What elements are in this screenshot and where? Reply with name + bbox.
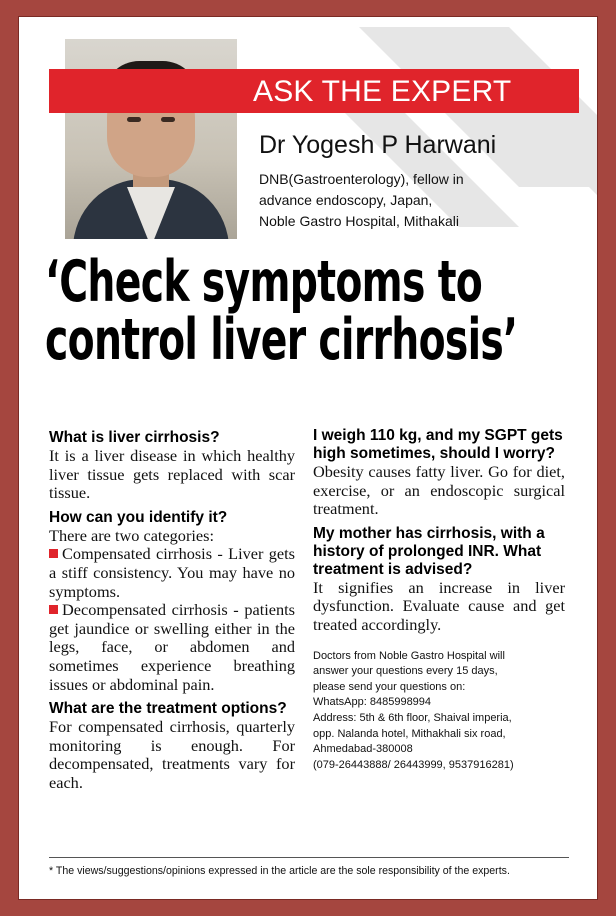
answer-what-is-cirrhosis: It is a liver disease in which healthy liver tissue gets replaced with scar tissue. — [49, 446, 295, 503]
question-identify: How can you identify it? — [49, 508, 228, 526]
answer-identify-bullet-2: Decompensated cirrhosis - patients get jaundice or swelling either in the legs, face, or abdomen and sometimes experience breathing issues or abdominal pain. — [49, 600, 295, 694]
headline — [45, 249, 518, 373]
disclaimer-footer: * The views/suggestions/opinions expressed in the article are the sole responsibility of the experts. — [49, 865, 510, 877]
question-mother-cirrhosis: My mother has cirrhosis, with a history of prolonged INR. What treatment is advised? — [313, 524, 545, 578]
answer-mother-cirrhosis: It signifies an increase in liver dysfunction. Evaluate cause and get treated accordingly. — [313, 577, 565, 634]
contact-info: Doctors from Noble Gastro Hospital will answer your questions every 15 days, please send your questions on: WhatsApp: 8485998994 Address: 5th & 6th floor, Shaival imperia, opp. Nalanda hotel, Mithakhali six road, Ahmedabad-380008 (079-26443888/ 26443999, 9537916281) — [313, 649, 514, 771]
answer-identify-bullet-1: Compensated cirrhosis - Liver gets a stiff consistency. You may have no symptoms. — [49, 544, 295, 601]
footer-divider — [49, 857, 569, 858]
newspaper-clipping — [18, 16, 598, 900]
answer-identify-intro: There are two categories: — [49, 525, 214, 545]
headline-line-2: control liver cirrhosis’ — [45, 307, 518, 373]
question-treatment-options: What are the treatment options? — [49, 700, 287, 718]
left-column — [49, 429, 295, 793]
question-weight-sgpt: I weigh 110 kg, and my SGPT gets high sometimes, should I worry? — [313, 427, 563, 462]
answer-treatment-options: For compensated cirrhosis, quarterly monitoring is enough. For decompensated, treatments vary for each. — [49, 717, 295, 792]
headline-line-1: ‘Check symptoms to — [45, 249, 483, 315]
banner-title: ASK THE EXPERT — [253, 75, 512, 108]
doctor-name: Dr Yogesh P Harwani — [259, 131, 497, 159]
right-column — [313, 427, 565, 773]
answer-weight-sgpt: Obesity causes fatty liver. Go for diet, exercise, or an endoscopic surgical treatment. — [313, 462, 565, 519]
doctor-credentials: DNB(Gastroenterology), fellow in advance endoscopy, Japan, Noble Gastro Hospital, Mithakali — [259, 171, 464, 229]
red-square-bullet-icon — [49, 549, 58, 558]
question-what-is-cirrhosis: What is liver cirrhosis? — [49, 429, 220, 446]
red-square-bullet-icon — [49, 605, 58, 614]
